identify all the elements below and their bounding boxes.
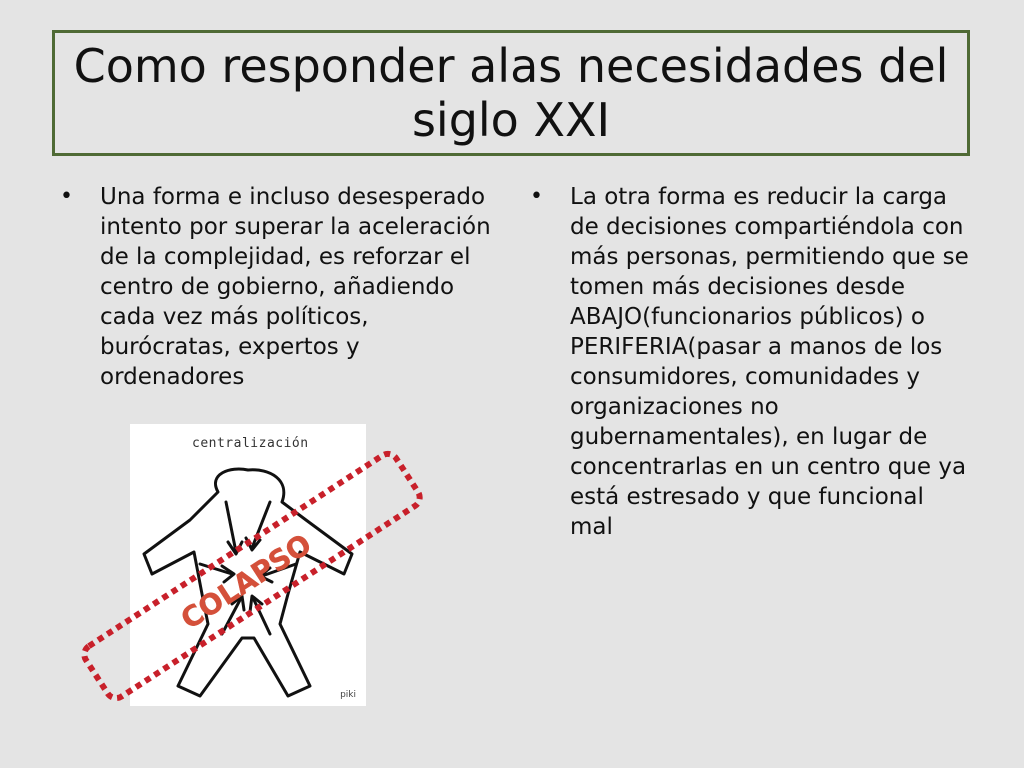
- illustration-caption: centralización: [192, 436, 309, 451]
- stamp-label: COLAPSO: [174, 527, 318, 636]
- bullet-dot: •: [60, 184, 73, 209]
- bullet-dot: •: [530, 184, 543, 209]
- slide-title: Como responder alas necesidades del siglo XXI: [73, 39, 949, 147]
- illustration-signature: piki: [340, 690, 356, 700]
- bullet-text-right: La otra forma es reducir la carga de decisiones compartiéndola con más personas, permitiendo que se tomen más decisiones desde ABAJO(funcionarios públicos) o PERIFERIA(pasar a manos de los consumidores, comunidades y organizaciones no gubernamentales), en lugar de concentrarlas en un centro que ya está estresado y que funcional mal: [570, 184, 969, 540]
- bullet-text-left: Una forma e incluso desesperado intento por superar la aceleración de la complejidad, es reforzar el centro de gobierno, añadiendo cada vez más políticos, burócratas, expertos y ordenadores: [100, 184, 491, 390]
- bullet-item: [60, 182, 500, 392]
- left-column: [60, 182, 500, 392]
- centralization-illustration: [130, 424, 366, 706]
- figure-drawing: [130, 424, 366, 706]
- slide-title-box: [52, 30, 970, 156]
- bullet-item: [530, 182, 970, 542]
- right-column: [530, 182, 970, 542]
